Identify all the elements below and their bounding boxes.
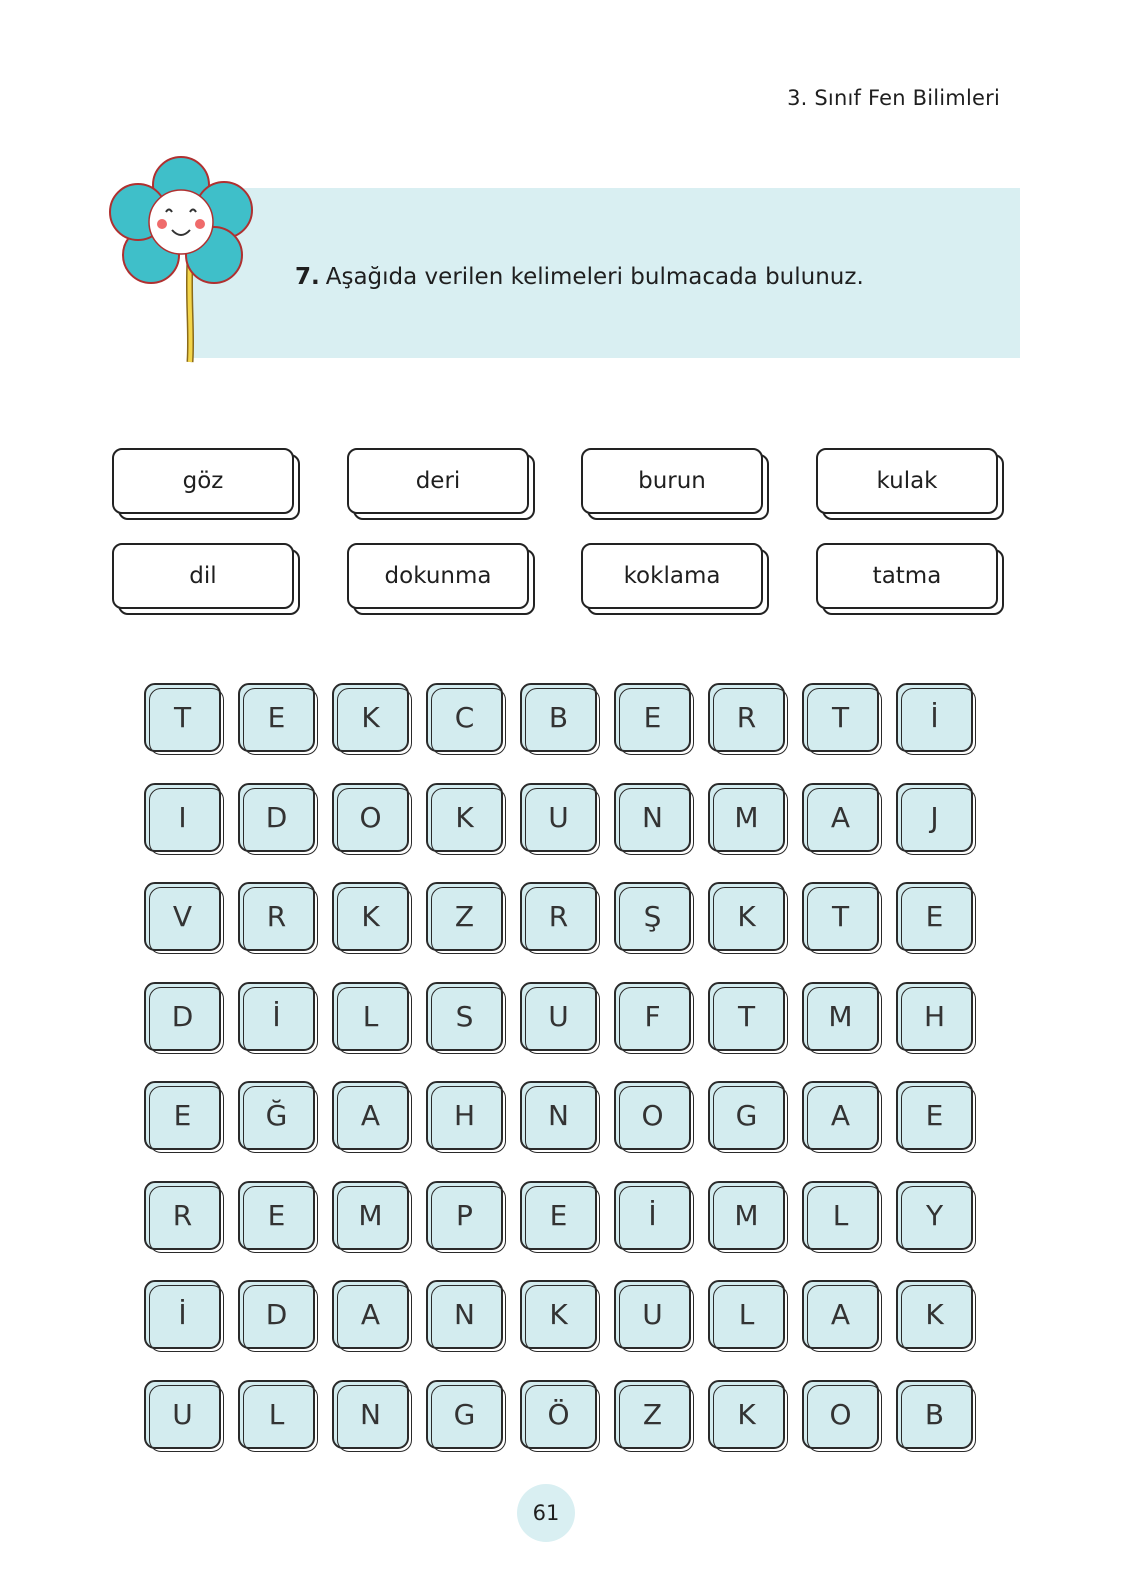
letter-tile[interactable]: H (896, 982, 973, 1051)
word-search-grid (144, 683, 984, 1463)
question-text (295, 264, 864, 290)
letter-tile[interactable]: R (238, 882, 315, 951)
letter-tile[interactable]: K (332, 683, 409, 752)
letter-tile[interactable]: K (520, 1280, 597, 1349)
letter-tile[interactable]: R (144, 1181, 221, 1250)
word-card-list (112, 448, 1012, 628)
question-number: 7. (295, 264, 320, 290)
letter-tile[interactable]: O (332, 783, 409, 852)
letter-tile[interactable]: E (896, 1081, 973, 1150)
letter-tile[interactable]: U (614, 1280, 691, 1349)
letter-tile[interactable]: L (802, 1181, 879, 1250)
letter-tile[interactable]: Ş (614, 882, 691, 951)
letter-tile[interactable]: E (144, 1081, 221, 1150)
word-card (347, 543, 533, 615)
letter-tile[interactable]: T (802, 683, 879, 752)
letter-tile[interactable]: T (144, 683, 221, 752)
letter-tile[interactable]: E (520, 1181, 597, 1250)
page-number: 61 (517, 1484, 575, 1542)
word-card-label: dil (112, 543, 294, 609)
letter-tile[interactable]: G (708, 1081, 785, 1150)
letter-tile[interactable]: Ğ (238, 1081, 315, 1150)
word-card-label: kulak (816, 448, 998, 514)
word-card (347, 448, 533, 520)
letter-tile[interactable]: K (708, 1380, 785, 1449)
letter-tile[interactable]: D (144, 982, 221, 1051)
word-card (112, 448, 298, 520)
letter-tile[interactable]: İ (144, 1280, 221, 1349)
letter-tile[interactable]: P (426, 1181, 503, 1250)
letter-tile[interactable]: N (426, 1280, 503, 1349)
letter-tile[interactable]: G (426, 1380, 503, 1449)
letter-tile[interactable]: M (708, 1181, 785, 1250)
letter-tile[interactable]: N (614, 783, 691, 852)
word-card (581, 448, 767, 520)
letter-tile[interactable]: S (426, 982, 503, 1051)
word-card-label: koklama (581, 543, 763, 609)
letter-tile[interactable]: M (708, 783, 785, 852)
letter-tile[interactable]: K (426, 783, 503, 852)
letter-tile[interactable]: N (332, 1380, 409, 1449)
word-card (581, 543, 767, 615)
letter-tile[interactable]: İ (896, 683, 973, 752)
letter-tile[interactable]: A (332, 1081, 409, 1150)
letter-tile[interactable]: E (238, 683, 315, 752)
word-card-label: göz (112, 448, 294, 514)
letter-tile[interactable]: D (238, 783, 315, 852)
letter-tile[interactable]: Y (896, 1181, 973, 1250)
word-card-label: burun (581, 448, 763, 514)
letter-tile[interactable]: B (896, 1380, 973, 1449)
word-card (112, 543, 298, 615)
letter-tile[interactable]: L (708, 1280, 785, 1349)
letter-tile[interactable]: İ (614, 1181, 691, 1250)
letter-tile[interactable]: B (520, 683, 597, 752)
letter-tile[interactable]: I (144, 783, 221, 852)
letter-tile[interactable]: A (332, 1280, 409, 1349)
letter-tile[interactable]: L (332, 982, 409, 1051)
letter-tile[interactable]: R (708, 683, 785, 752)
letter-tile[interactable]: F (614, 982, 691, 1051)
letter-tile[interactable]: H (426, 1081, 503, 1150)
flower-icon (106, 150, 256, 365)
letter-tile[interactable]: O (802, 1380, 879, 1449)
word-card-label: deri (347, 448, 529, 514)
letter-tile[interactable]: C (426, 683, 503, 752)
letter-tile[interactable]: U (144, 1380, 221, 1449)
letter-tile[interactable]: R (520, 882, 597, 951)
letter-tile[interactable]: T (708, 982, 785, 1051)
word-card (816, 543, 1002, 615)
word-card-label: dokunma (347, 543, 529, 609)
page-header-title: 3. Sınıf Fen Bilimleri (787, 86, 1000, 110)
letter-tile[interactable]: A (802, 783, 879, 852)
letter-tile[interactable]: L (238, 1380, 315, 1449)
letter-tile[interactable]: A (802, 1280, 879, 1349)
letter-tile[interactable]: J (896, 783, 973, 852)
letter-tile[interactable]: A (802, 1081, 879, 1150)
letter-tile[interactable]: E (896, 882, 973, 951)
letter-tile[interactable]: Z (614, 1380, 691, 1449)
letter-tile[interactable]: U (520, 982, 597, 1051)
letter-tile[interactable]: D (238, 1280, 315, 1349)
letter-tile[interactable]: İ (238, 982, 315, 1051)
letter-tile[interactable]: K (708, 882, 785, 951)
letter-tile[interactable]: K (896, 1280, 973, 1349)
letter-tile[interactable]: N (520, 1081, 597, 1150)
letter-tile[interactable]: E (614, 683, 691, 752)
letter-tile[interactable]: V (144, 882, 221, 951)
letter-tile[interactable]: M (802, 982, 879, 1051)
question-instruction: Aşağıda verilen kelimeleri bulmacada bulunuz. (325, 264, 864, 290)
letter-tile[interactable]: E (238, 1181, 315, 1250)
letter-tile[interactable]: O (614, 1081, 691, 1150)
letter-tile[interactable]: U (520, 783, 597, 852)
letter-tile[interactable]: Ö (520, 1380, 597, 1449)
letter-tile[interactable]: Z (426, 882, 503, 951)
letter-tile[interactable]: M (332, 1181, 409, 1250)
word-card-label: tatma (816, 543, 998, 609)
letter-tile[interactable]: K (332, 882, 409, 951)
letter-tile[interactable]: T (802, 882, 879, 951)
word-card (816, 448, 1002, 520)
